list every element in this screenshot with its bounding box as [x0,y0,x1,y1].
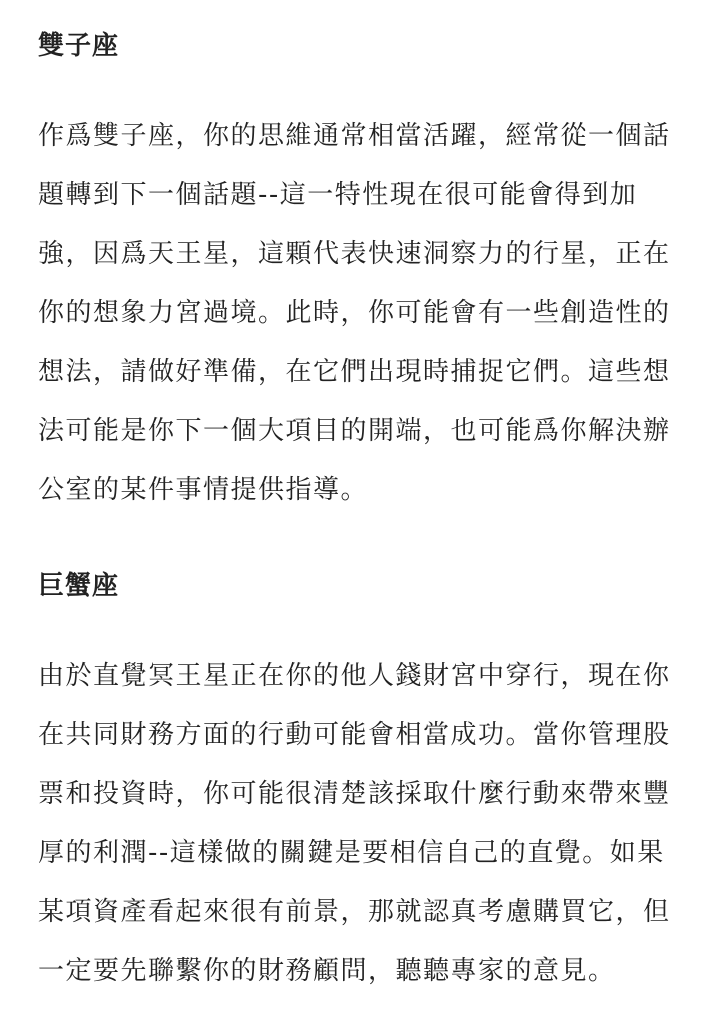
horoscope-section-gemini [38,0,689,520]
section-paragraph: 由於直覺冥王星正在你的他人錢財宮中穿行，現在你在共同財務方面的行動可能會相當成功。當你管理股票和投資時，你可能很清楚該採取什麼行動來帶來豐厚的利潤--這樣做的關鍵是要相信自己的直覺。如果某項資產看起來很有前景，那就認真考慮購買它，但一定要先聯繫你的財務顧問，聽聽專家的意見。 [38,661,671,986]
section-paragraph: 作爲雙子座，你的思維通常相當活躍，經常從一個話題轉到下一個話題--這一特性現在很可能會得到加強，因爲天王星，這顆代表快速洞察力的行星，正在你的想象力宮過境。此時，你可能會有一些創造性的想法，請做好準備，在它們出現時捕捉它們。這些想法可能是你下一個大項目的開端，也可能爲你解決辦公室的某件事情提供指導。 [38,121,671,505]
horoscope-section-cancer [38,520,689,1001]
section-heading: 雙子座 [38,31,120,61]
section-heading: 巨蟹座 [38,571,120,601]
